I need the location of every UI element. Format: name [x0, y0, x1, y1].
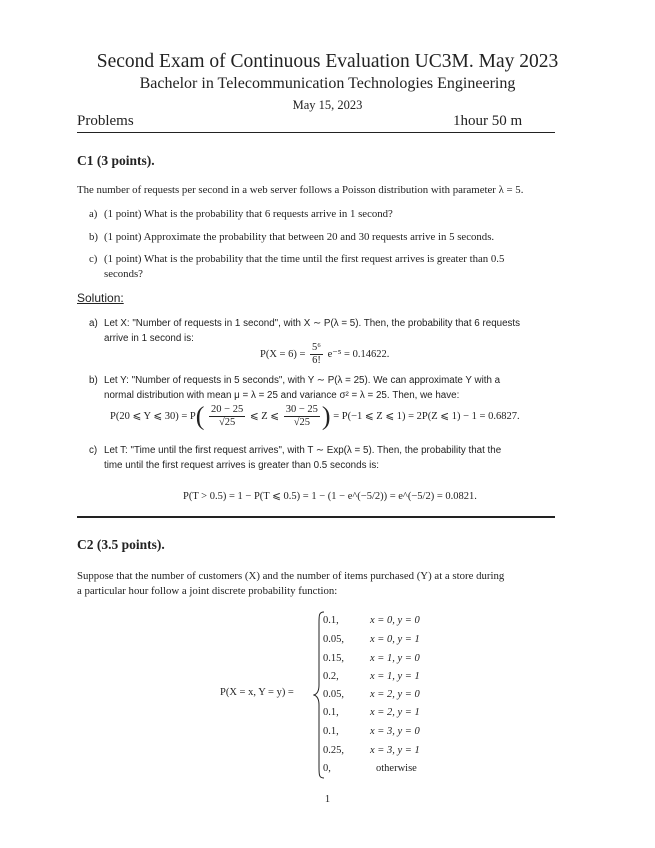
sol-c-equation: P(T > 0.5) = 1 − P(T ⩽ 0.5) = 1 − (1 − e^(−5/2)) = e^(−5/2) = 0.0821.	[183, 491, 477, 502]
pmf-prob: 0.05,	[323, 634, 344, 645]
pmf-prob: 0.1,	[323, 726, 339, 737]
section-divider	[77, 516, 555, 518]
pmf-cond: x = 1, y = 0	[370, 653, 420, 664]
sol-a-fraction	[310, 342, 323, 367]
c2-heading: C2 (3.5 points).	[77, 537, 165, 552]
pmf-prob: 0.15,	[323, 653, 344, 664]
c2-intro-1: Suppose that the number of customers (X) and the number of items purchased (Y) at a store during	[77, 570, 505, 582]
c1-item-c-text-2: seconds?	[104, 268, 143, 280]
sol-a-line-1: Let X: "Number of requests in 1 second", with X ∼ P(λ = 5). Then, the probability that 6 requests	[104, 318, 521, 329]
duration-label: 1hour 50 m	[453, 113, 523, 129]
exam-date: May 15, 2023	[292, 98, 363, 112]
sol-a-eq-lhs: P(X = 6) =	[260, 348, 306, 360]
sol-b-frac2-den: √25	[293, 417, 310, 428]
sol-b-frac1-den: √25	[219, 417, 236, 428]
sol-b-frac2-num: 30 − 25	[285, 404, 318, 415]
exam-subtitle: Bachelor in Telecommunication Technologies Engineering	[139, 75, 516, 92]
c1-item-a-text: (1 point) What is the probability that 6 requests arrive in 1 second?	[104, 208, 393, 220]
pmf-lhs: P(X = x, Y = y) =	[220, 687, 294, 698]
pmf-prob: 0.25,	[323, 745, 344, 756]
header-rule	[77, 132, 555, 133]
sol-a-frac-den: 6!	[312, 355, 321, 366]
pmf-prob: 0.05,	[323, 689, 344, 700]
c1-item-b-marker: b)	[89, 231, 98, 243]
pmf-cond: x = 2, y = 1	[370, 707, 420, 718]
sol-a-frac-num: 5⁶	[312, 342, 321, 353]
c1-heading: C1 (3 points).	[77, 153, 155, 168]
sol-b-marker: b)	[89, 375, 98, 386]
sol-b-fraction-2	[284, 404, 320, 429]
sol-b-eq-lhs: P(20 ⩽ Y ⩽ 30) = P	[110, 410, 196, 422]
sol-c-line-1: Let T: "Time until the first request arrives", with T ∼ Exp(λ = 5). Then, the probability that the	[104, 445, 502, 456]
close-paren: )	[321, 401, 331, 431]
sol-a-eq-rhs: e⁻⁵ = 0.14622.	[327, 348, 390, 360]
sol-b-frac1-num: 20 − 25	[211, 404, 244, 415]
sol-c-marker: c)	[89, 445, 98, 456]
sol-b-eq-rhs: = P(−1 ⩽ Z ⩽ 1) = 2P(Z ⩽ 1) − 1 = 0.6827.	[333, 410, 520, 422]
pmf-cond: x = 1, y = 1	[370, 671, 420, 682]
pmf-cond: otherwise	[376, 763, 417, 774]
pmf-prob: 0.2,	[323, 671, 339, 682]
pmf-prob: 0.1,	[323, 707, 339, 718]
solution-label: Solution:	[77, 291, 124, 305]
pmf-prob: 0.1,	[323, 615, 339, 626]
c1-item-c-text-1: (1 point) What is the probability that the time until the first request arrives is greater than 0.5	[104, 253, 505, 265]
page-number: 1	[324, 794, 331, 805]
sol-b-fraction-1	[209, 404, 245, 429]
sol-b-line-1: Let Y: "Number of requests in 5 seconds", with Y ∼ P(λ = 25). We can approximate Y with a	[104, 375, 501, 386]
sol-b-line-2: normal distribution with mean μ = λ = 25 and variance σ² = λ = 25. Then, we have:	[104, 390, 460, 401]
c2-intro-2: a particular hour follow a joint discrete probability function:	[77, 585, 338, 597]
pmf-cond: x = 0, y = 0	[370, 615, 420, 626]
c1-item-c-marker: c)	[89, 253, 98, 265]
section-label-problems: Problems	[77, 113, 134, 129]
exam-title: Second Exam of Continuous Evaluation UC3M. May 2023	[96, 51, 559, 72]
sol-a-line-2: arrive in 1 second is:	[104, 333, 194, 344]
pmf-cond: x = 3, y = 1	[370, 745, 420, 756]
pmf-cond: x = 3, y = 0	[370, 726, 420, 737]
pmf-cond: x = 2, y = 0	[370, 689, 420, 700]
c1-item-b-text: (1 point) Approximate the probability that between 20 and 30 requests arrive in 5 seconds.	[104, 231, 495, 243]
c1-intro: The number of requests per second in a web server follows a Poisson distribution with parameter λ = 5.	[77, 184, 524, 196]
open-paren: (	[195, 401, 205, 431]
sol-b-eq-mid: ⩽ Z ⩽	[249, 410, 280, 422]
pmf-prob: 0,	[323, 763, 331, 774]
pmf-cond: x = 0, y = 1	[370, 634, 420, 645]
sol-b-equation	[110, 401, 520, 431]
c1-item-a-marker: a)	[89, 208, 98, 220]
sol-a-equation	[260, 342, 389, 367]
sol-c-line-2: time until the first request arrives is greater than 0.5 seconds is:	[104, 460, 379, 471]
sol-a-marker: a)	[89, 318, 98, 329]
